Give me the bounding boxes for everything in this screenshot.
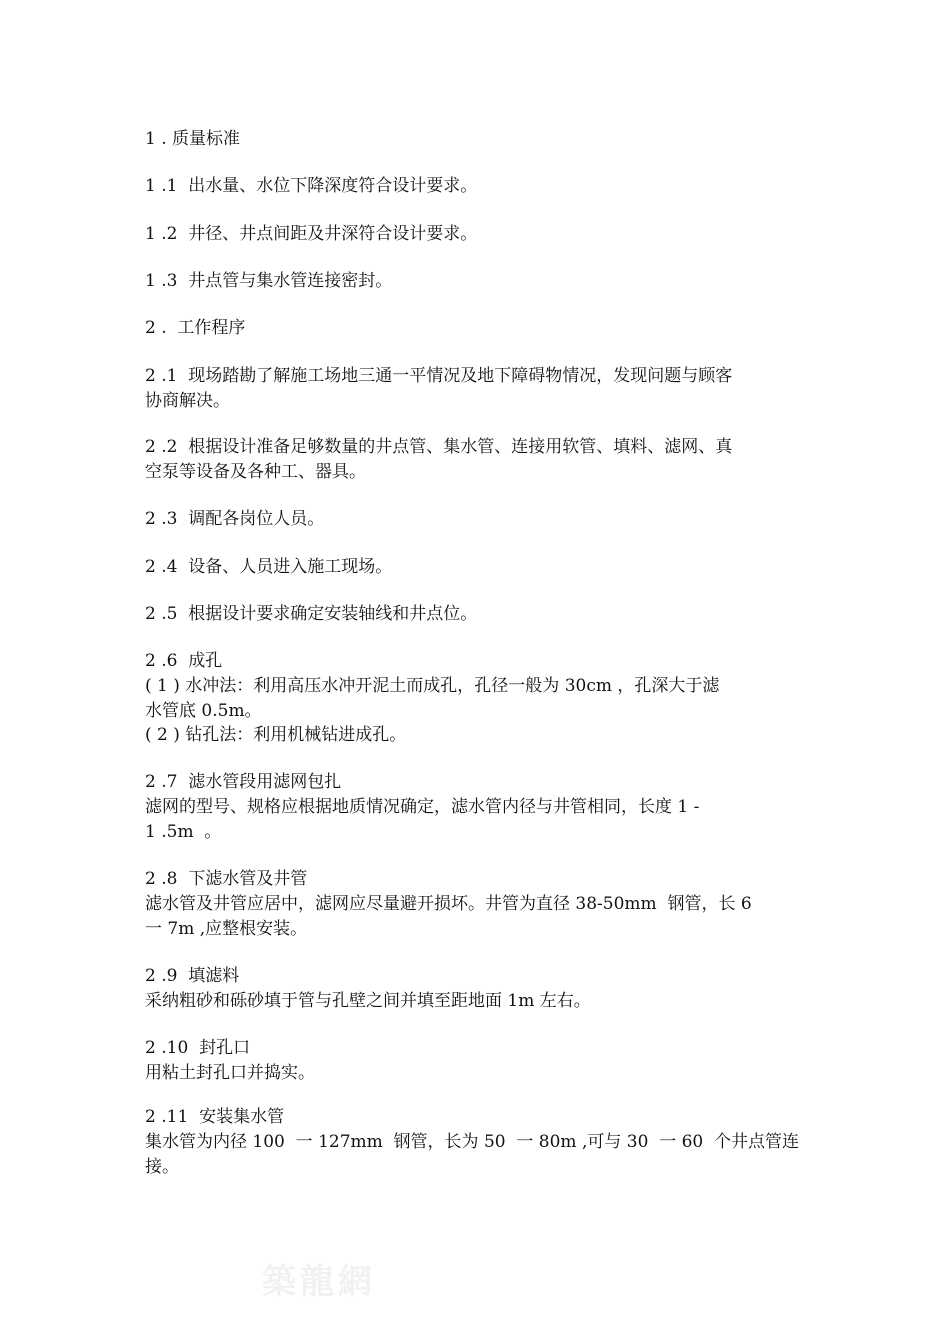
item-2-11-title: 2 .11 安装集水管 — [145, 1107, 285, 1127]
item-2-1-line-2: 协商解决。 — [145, 391, 230, 411]
item-2-3: 2 .3 调配各岗位人员。 — [145, 509, 325, 529]
item-2-7-title: 2 .7 滤水管段用滤网包扎 — [145, 772, 342, 792]
item-2-8-title: 2 .8 下滤水管及井管 — [145, 869, 308, 889]
item-2-2-line-1: 2 .2 根据设计准备足够数量的井点管、集水管、连接用软管、填料、滤网、真 — [145, 437, 733, 457]
item-2-10-body: 用粘土封孔口并捣实。 — [145, 1063, 315, 1083]
item-2-8-body-line-1: 滤水管及井管应居中，滤网应尽量避开损坏。井管为直径 38-50mm 钢管，长 6 — [145, 894, 752, 914]
item-1-2: 1 .2 井径、井点间距及井深符合设计要求。 — [145, 224, 478, 244]
item-2-10-title: 2 .10 封孔口 — [145, 1038, 251, 1058]
item-2-11-body-line-2: 接。 — [145, 1157, 179, 1177]
item-2-7-body-line-2: 1 .5m 。 — [145, 822, 222, 842]
item-2-5: 2 .5 根据设计要求确定安装轴线和井点位。 — [145, 604, 478, 624]
item-2-1-line-1: 2 .1 现场踏勘了解施工场地三通一平情况及地下障碍物情况，发现问题与顾客 — [145, 366, 733, 386]
item-2-4: 2 .4 设备、人员进入施工现场。 — [145, 557, 393, 577]
item-2-6-method-1-line-2: 水管底 0.5m。 — [145, 701, 262, 721]
item-2-6-method-2: ( 2 ) 钻孔法：利用机械钻进成孔。 — [145, 725, 407, 745]
item-2-9-body: 采纳粗砂和砾砂填于管与孔壁之间并填至距地面 1m 左右。 — [145, 991, 591, 1011]
item-2-6-method-1-line-1: ( 1 ) 水冲法：利用高压水冲开泥土而成孔，孔径一般为 30cm ，孔深大于滤 — [145, 676, 720, 696]
item-2-9-title: 2 .9 填滤料 — [145, 966, 240, 986]
item-2-8-body-line-2: 一 7m ,应整根安装。 — [145, 919, 308, 939]
heading-quality-standard: 1 . 质量标准 — [145, 129, 241, 149]
item-2-7-body-line-1: 滤网的型号、规格应根据地质情况确定，滤水管内径与井管相同，长度 1 - — [145, 797, 700, 817]
item-1-1: 1 .1 出水量、水位下降深度符合设计要求。 — [145, 176, 478, 196]
item-2-11-body-line-1: 集水管为内径 100 一 127mm 钢管，长为 50 一 80m ,可与 30 一 60 个井点管连 — [145, 1132, 800, 1152]
item-1-3: 1 .3 井点管与集水管连接密封。 — [145, 271, 393, 291]
item-2-6-title: 2 .6 成孔 — [145, 651, 223, 671]
item-2-2-line-2: 空泵等设备及各种工、器具。 — [145, 462, 366, 482]
watermark-logo: 築龍網 — [262, 1262, 376, 1302]
heading-work-procedure: 2 . 工作程序 — [145, 318, 246, 338]
